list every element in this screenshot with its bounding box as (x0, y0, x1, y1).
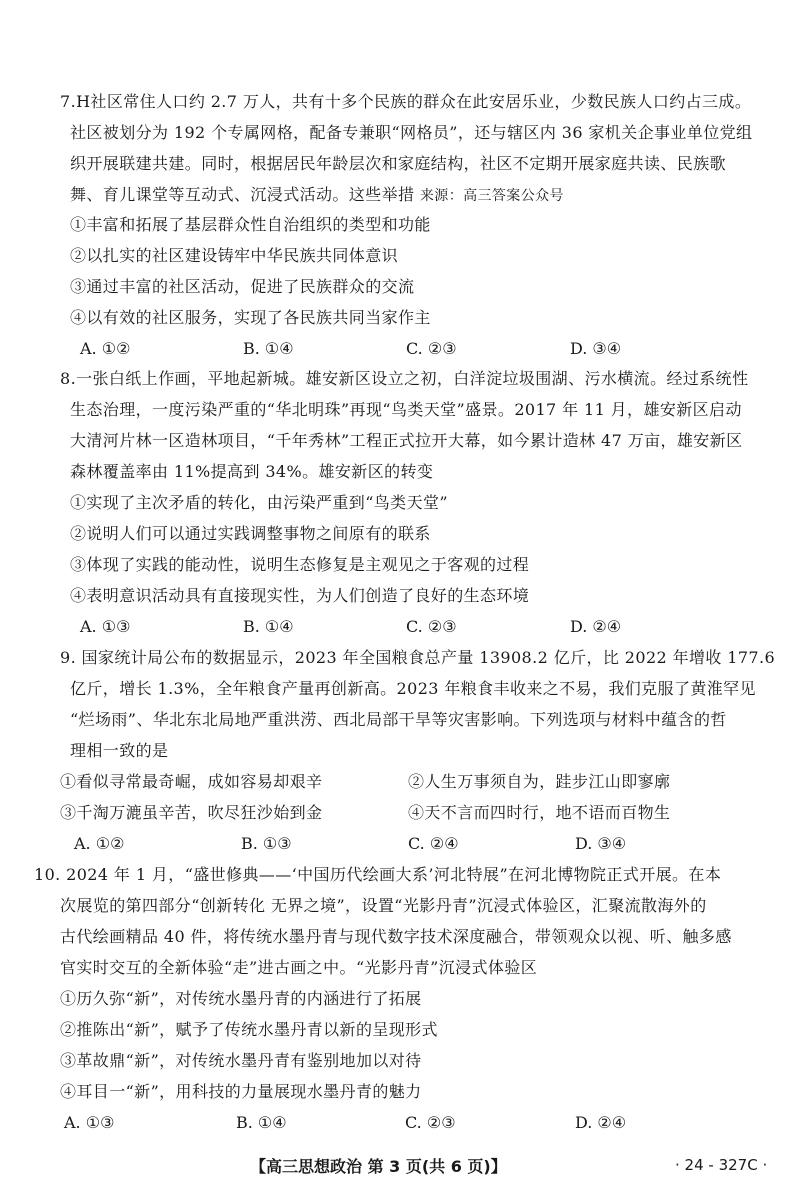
q9-statement-2: ②人生万事须自为，跬步江山即寥廓 (408, 772, 671, 791)
q7-stem-text: 舞、育儿课堂等互动式、沉浸式活动。这些举措 (70, 185, 415, 204)
q10-statement-4: ④耳目一“新”，用科技的力量展现水墨丹青的魅力 (60, 1082, 422, 1101)
q8-option-a: A. ①③ (80, 617, 131, 636)
source-note: 来源：高三答案公众号 (419, 188, 564, 204)
q7-stem-line-2: 社区被划分为 192 个专属网格，配备专兼职“网格员”，还与辖区内 36 家机关企事业单位党组 (70, 123, 753, 142)
q8-option-c: C. ②③ (406, 617, 457, 636)
q8-statement-2: ②说明人们可以通过实践调整事物之间原有的联系 (70, 524, 431, 543)
q10-stem-line-3: 古代绘画精品 40 件，将传统水墨丹青与现代数字技术深度融合，带领观众以视、听、触多感 (60, 927, 732, 946)
q10-stem-line-2: 次展览的第四部分“创新转化 无界之境”，设置“光影丹青”沉浸式体验区，汇聚流散海外的 (60, 896, 707, 915)
q9-option-a: A. ①② (74, 834, 125, 853)
q8-stem-line-2: 生态治理，一度污染严重的“华北明珠”再现“鸟类天堂”盛景。2017 年 11 月，雄安新区启动 (70, 400, 742, 419)
q9-option-c: C. ②④ (408, 834, 459, 853)
q10-stem-line-1: 10. 2024 年 1 月，“盛世修典——‘中国历代绘画大系’河北特展”在河北博物院正式开展。在本 (34, 865, 722, 884)
q8-stem-line-4: 森林覆盖率由 11%提高到 34%。雄安新区的转变 (70, 462, 434, 481)
q10-option-d: D. ②④ (575, 1113, 627, 1132)
q9-statement-4: ④天不言而四时行，地不语而百物生 (408, 803, 671, 822)
q7-option-a: A. ①② (80, 339, 131, 358)
q7-stem-line-3: 织开展联建共建。同时，根据居民年龄层次和家庭结构，社区不定期开展家庭共读、民族歌 (70, 154, 727, 173)
q9-stem-line-3: “烂场雨”、华北东北局地严重洪涝、西北局部干旱等灾害影响。下列选项与材料中蕴含的哲 (70, 710, 727, 729)
q7-statement-1: ①丰富和拓展了基层群众性自治组织的类型和功能 (70, 215, 431, 234)
q9-stem-line-2: 亿斤，增长 1.3%，全年粮食产量再创新高。2023 年粮食丰收来之不易，我们克服了黄淮罕见 (70, 679, 756, 698)
q7-option-c: C. ②③ (406, 339, 457, 358)
q10-option-a: A. ①③ (64, 1113, 115, 1132)
q7-statement-3: ③通过丰富的社区活动，促进了民族群众的交流 (70, 277, 415, 296)
q7-stem-line-4 (70, 184, 564, 207)
q8-option-d: D. ②④ (570, 617, 622, 636)
paper-code: · 24 - 327C · (675, 1156, 768, 1174)
q9-statement-1: ①看似寻常最奇崛，成如容易却艰辛 (60, 772, 323, 791)
q7-option-d: D. ③④ (570, 339, 622, 358)
q8-statement-3: ③体现了实践的能动性，说明生态修复是主观见之于客观的过程 (70, 555, 530, 574)
q8-statement-4: ④表明意识活动具有直接现实性，为人们创造了良好的生态环境 (70, 586, 530, 605)
q8-statement-1: ①实现了主次矛盾的转化，由污染严重到“鸟类天堂” (70, 493, 448, 512)
q7-option-b: B. ①④ (243, 339, 294, 358)
q10-statement-2: ②推陈出“新”，赋予了传统水墨丹青以新的呈现形式 (60, 1020, 438, 1039)
q8-option-b: B. ①④ (243, 617, 294, 636)
q8-stem-line-1: 8.一张白纸上作画，平地起新城。雄安新区设立之初，白洋淀垃圾围湖、污水横流。经过系统性 (60, 369, 749, 388)
q9-option-d: D. ③④ (575, 834, 627, 853)
q10-statement-1: ①历久弥“新”，对传统水墨丹青的内涵进行了拓展 (60, 989, 422, 1008)
q8-stem-line-3: 大清河片林一区造林项目，“千年秀林”工程正式拉开大幕，如今累计造林 47 万亩，雄安新区 (70, 431, 743, 450)
q9-stem-line-1: 9. 国家统计局公布的数据显示，2023 年全国粮食总产量 13908.2 亿斤，比 2022 年增收 177.6 (60, 648, 776, 667)
q9-statement-3: ③千淘万漉虽辛苦，吹尽狂沙始到金 (60, 803, 323, 822)
q9-stem-line-4: 理相一致的是 (70, 741, 169, 760)
q7-stem-line-1: 7.H社区常住人口约 2.7 万人，共有十多个民族的群众在此安居乐业，少数民族人口约占三成。 (60, 92, 752, 111)
q9-option-b: B. ①③ (241, 834, 292, 853)
q10-stem-line-4: 官实时交互的全新体验“走”进古画之中。“光影丹青”沉浸式体验区 (60, 958, 538, 977)
page-footer: 【高三思想政治 第 3 页(共 6 页)】 (250, 1157, 507, 1176)
q10-statement-3: ③革故鼎“新”，对传统水墨丹青有鉴别地加以对待 (60, 1051, 422, 1070)
q10-option-b: B. ①④ (236, 1113, 287, 1132)
q10-option-c: C. ②③ (405, 1113, 456, 1132)
q7-statement-2: ②以扎实的社区建设铸牢中华民族共同体意识 (70, 246, 399, 265)
q7-statement-4: ④以有效的社区服务，实现了各民族共同当家作主 (70, 308, 431, 327)
